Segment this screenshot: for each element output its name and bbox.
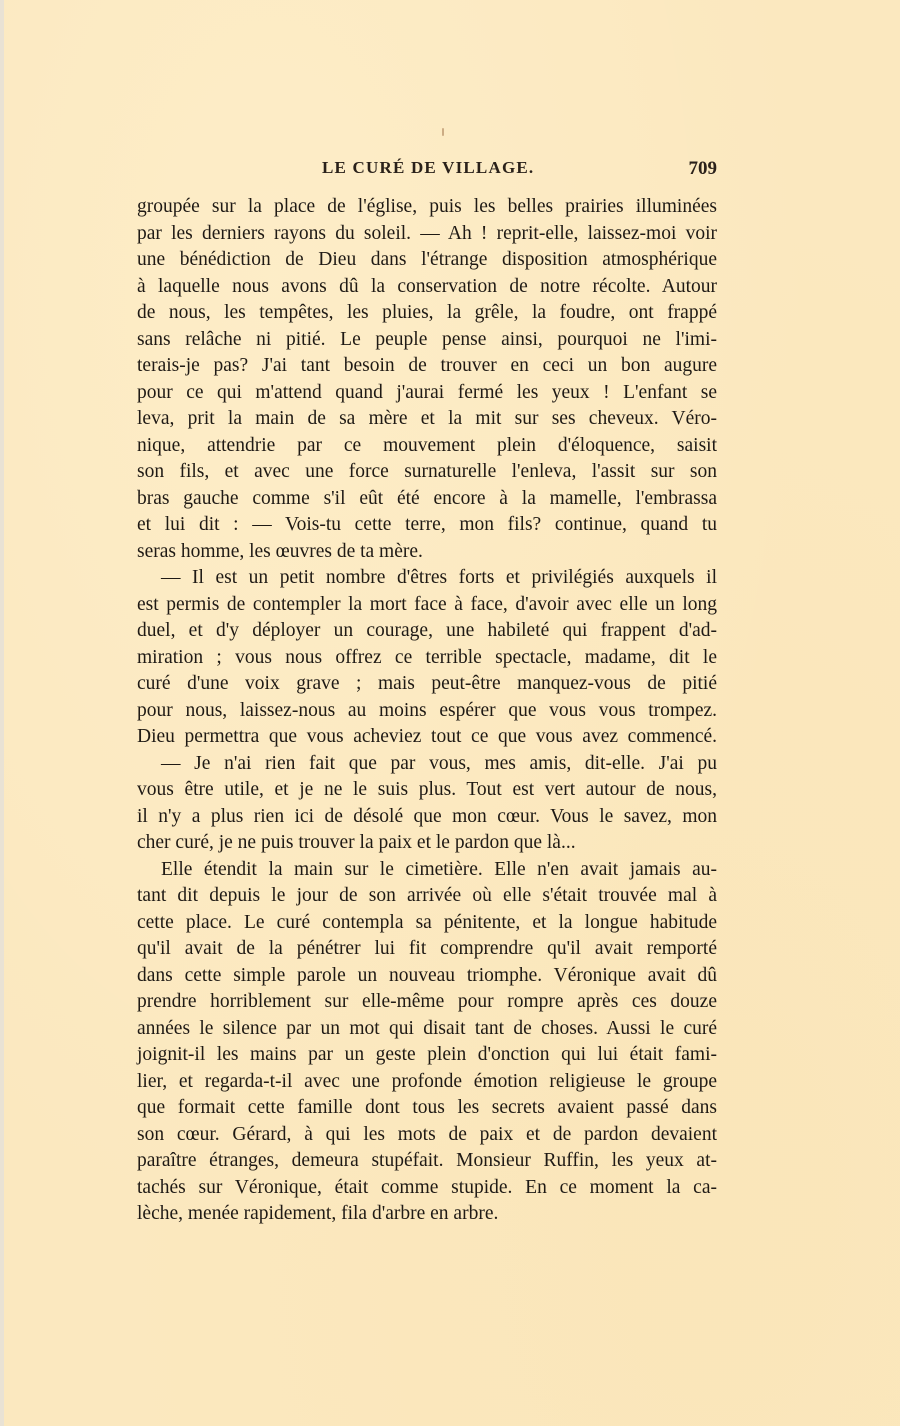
- printer-mark: [442, 128, 444, 136]
- text-line: que formait cette famille dont tous les secrets avaient passé dans: [137, 1097, 717, 1118]
- text-line: années le silence par un mot qui disait tant de choses. Aussi le curé: [137, 1017, 717, 1039]
- running-title: LE CURÉ DE VILLAGE.: [322, 158, 535, 177]
- text-line: qu'il avait de la pénétrer lui fit comprendre qu'il avait remporté: [137, 938, 717, 959]
- text-line: prendre horriblement sur elle-même pour rompre après ces douze: [137, 991, 717, 1012]
- running-header: [137, 158, 717, 186]
- text-line: bras gauche comme s'il eût été encore à la mamelle, l'embrassa: [137, 487, 717, 509]
- text-line: cher curé, je ne puis trouver la paix et le pardon que là...: [137, 832, 576, 853]
- text-line: pour ce qui m'attend quand j'aurai fermé les yeux ! L'enfant se: [137, 381, 717, 403]
- text-line: il n'y a plus rien ici de désolé que mon cœur. Vous le savez, mon: [137, 805, 717, 827]
- text-line: nique, attendrie par ce mouvement plein d'éloquence, saisit: [137, 434, 717, 456]
- text-line: — Il est un petit nombre d'êtres forts et privilégiés auxquels il: [161, 567, 717, 588]
- text-line: dans cette simple parole un nouveau triomphe. Véronique avait dû: [137, 964, 717, 986]
- text-line: lier, et regarda-t-il avec une profonde émotion religieuse le groupe: [137, 1070, 717, 1092]
- text-line: son fils, et avec une force surnaturelle l'enleva, l'assit sur son: [137, 461, 717, 482]
- text-line: pour nous, laissez-nous au moins espérer que vous vous trompez.: [137, 699, 717, 721]
- text-line: sans relâche ni pitié. Le peuple pense ainsi, pourquoi ne l'imi-: [137, 328, 717, 350]
- text-line: tachés sur Véronique, était comme stupide. En ce moment la ca-: [137, 1176, 717, 1198]
- text-line: joignit-il les mains par un geste plein d'onction qui lui était fami-: [137, 1044, 717, 1065]
- text-line: lèche, menée rapidement, fila d'arbre en arbre.: [137, 1203, 499, 1224]
- text-line: une bénédiction de Dieu dans l'étrange disposition atmosphérique: [137, 249, 717, 270]
- text-line: à laquelle nous avons dû la conservation de notre récolte. Autour: [137, 275, 717, 297]
- text-line: vous être utile, et je ne le suis plus. Tout est vert autour de nous,: [137, 779, 717, 800]
- text-line: — Je n'ai rien fait que par vous, mes amis, dit-elle. J'ai pu: [161, 752, 717, 774]
- text-line: et lui dit : — Vois-tu cette terre, mon fils? continue, quand tu: [137, 514, 717, 535]
- text-line: son cœur. Gérard, à qui les mots de paix et de pardon devaient: [137, 1123, 717, 1145]
- body-text: [137, 194, 717, 1228]
- text-line: de nous, les tempêtes, les pluies, la grêle, la foudre, ont frappé: [137, 302, 717, 323]
- text-line: seras homme, les œuvres de ta mère.: [137, 540, 423, 562]
- text-line: miration ; vous nous offrez ce terrible spectacle, madame, dit le: [137, 646, 717, 668]
- text-line: Dieu permettra que vous acheviez tout ce que vous avez commencé.: [137, 726, 717, 747]
- text-line: par les derniers rayons du soleil. — Ah ! reprit-elle, laissez-moi voir: [137, 222, 717, 244]
- text-line: Elle étendit la main sur le cimetière. Elle n'en avait jamais au-: [161, 858, 717, 880]
- text-line: paraître étranges, demeura stupéfait. Monsieur Ruffin, les yeux at-: [137, 1150, 717, 1171]
- text-line: terais-je pas? J'ai tant besoin de trouver en ceci un bon augure: [137, 355, 717, 376]
- text-line: groupée sur la place de l'église, puis les belles prairies illuminées: [137, 196, 717, 217]
- text-line: duel, et d'y déployer un courage, une habileté qui frappent d'ad-: [137, 620, 717, 641]
- text-line: est permis de contempler la mort face à face, d'avoir avec elle un long: [137, 593, 717, 615]
- page-number: 709: [688, 158, 717, 179]
- text-line: cette place. Le curé contempla sa pénitente, et la longue habitude: [137, 911, 717, 933]
- text-line: curé d'une voix grave ; mais peut-être manquez-vous de pitié: [137, 673, 717, 694]
- text-line: tant dit depuis le jour de son arrivée où elle s'était trouvée mal à: [137, 885, 717, 906]
- text-line: leva, prit la main de sa mère et la mit sur ses cheveux. Véro-: [137, 408, 717, 429]
